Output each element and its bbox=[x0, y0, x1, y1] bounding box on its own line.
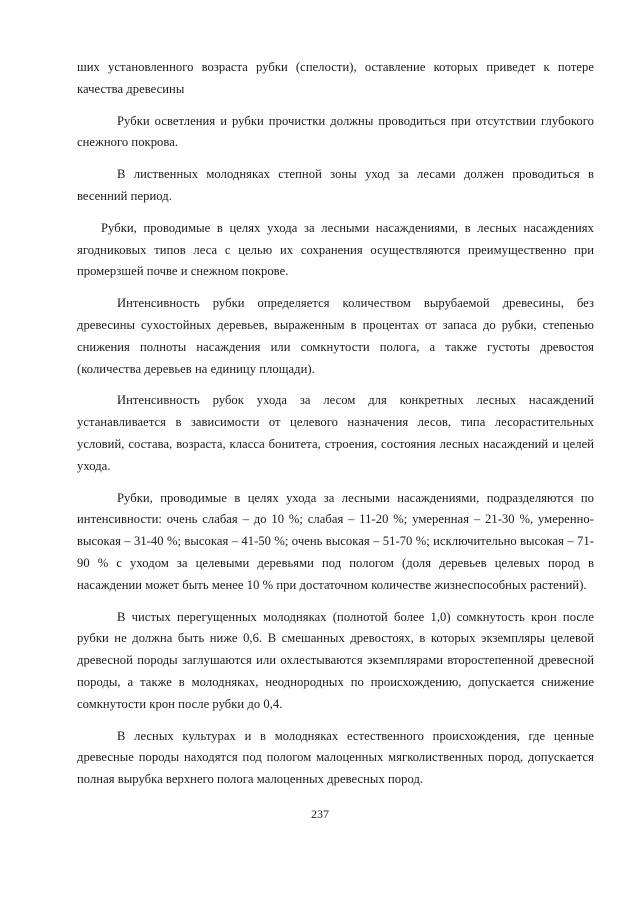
paragraph: В лесных культурах и в молодняках естественного происхождения, где ценные древесные породы находятся под пологом малоценных мягколиственных пород, допускается полная вырубка верхнего полога малоценных древесных пород. bbox=[77, 728, 594, 787]
paragraph: Рубки осветления и рубки прочистки должны проводиться при отсутствии глубокого снежного покрова. bbox=[77, 113, 594, 150]
paragraph: В чистых перегущенных молодняках (полнотой более 1,0) сомкнутость крон после рубки не должна быть ниже 0,6. В смешанных древостоях, в которых экземпляры целевой древесной породы заглушаются или охлестываются экземплярами второстепенной древесной породы, а также в молодняках, неоднородных по происхождению, допускается снижение сомкнутости крон после рубки до 0,4. bbox=[77, 609, 594, 711]
paragraph: В лиственных молодняках степной зоны уход за лесами должен проводиться в весенний период. bbox=[77, 167, 594, 203]
document-body bbox=[77, 57, 594, 801]
paragraph: Интенсивность рубки определяется количеством вырубаемой древесины, без древесины сухостойных деревьев, выраженным в процентах от запаса до рубки, степенью снижения полноты насаждения или сомкнутости полога, а также густоты древостоя (количества деревьев на единицу площади). bbox=[77, 296, 594, 376]
paragraph-continuation: ших установленного возраста рубки (спелости), оставление которых приведет к потере качества древесины bbox=[77, 60, 594, 96]
page-number: 237 bbox=[311, 807, 329, 821]
paragraph: Рубки, проводимые в целях ухода за лесными насаждениями, в лесных насаждениях ягодниковых типов леса с целью их сохранения осуществляются преимущественно при промерзшей почве и снежном покрове. bbox=[77, 220, 594, 279]
paragraph: Интенсивность рубок ухода за лесом для конкретных лесных насаждений устанавливается в зависимости от целевого назначения лесов, типа лесорастительных условий, состава, возраста, класса бонитета, строения, состояния лесных насаждений и целей ухода. bbox=[77, 393, 594, 473]
paragraph: Рубки, проводимые в целях ухода за лесными насаждениями, подразделяются по интенсивности: очень слабая – до 10 %; слабая – 11-20 %; умеренная – 21-30 %, умеренно-высокая – 31-40 %; высокая – 41-50 %; очень высокая – 51-70 %; исключительно высокая – 71-90 % с уходом за целевыми деревьями под пологом (доля деревьев целевых пород в насаждении может быть менее 10 % при достаточном количестве жизнеспособных растений). bbox=[77, 490, 594, 592]
